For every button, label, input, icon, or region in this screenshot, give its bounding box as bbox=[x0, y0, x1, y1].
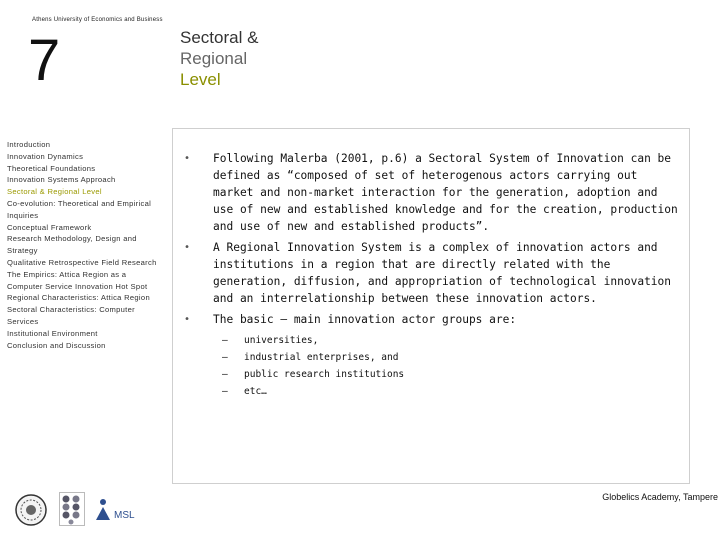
sidebar-item-institutional-environment[interactable]: Institutional Environment bbox=[7, 328, 98, 338]
sidebar-outline bbox=[7, 139, 159, 351]
bullet-sectoral-system bbox=[180, 150, 680, 235]
bullet-regional-system bbox=[180, 239, 680, 307]
sub-item-text: universities, bbox=[244, 335, 319, 346]
sub-item-public-research bbox=[180, 366, 680, 383]
dash-icon: – bbox=[222, 369, 228, 380]
bullet-dot-icon: • bbox=[184, 153, 191, 164]
sidebar-item-co-evolution[interactable]: Co-evolution: Theoretical and Empirical Inquiries bbox=[7, 198, 152, 220]
sidebar-item-empirics-attica[interactable]: The Empirics: Attica Region as a Computer Service Innovation Hot Spot bbox=[7, 269, 148, 291]
sub-item-universities bbox=[180, 332, 680, 349]
sub-list bbox=[180, 332, 680, 400]
msl-logo-text: MSL bbox=[114, 510, 135, 521]
sidebar-item-innovation-systems-approach[interactable]: Innovation Systems Approach bbox=[7, 175, 116, 185]
sidebar-item-qualitative-field-research[interactable]: Qualitative Retrospective Field Research bbox=[7, 257, 157, 267]
sub-item-industrial-enterprises bbox=[180, 349, 680, 366]
content-body bbox=[180, 150, 680, 400]
sub-item-text: public research institutions bbox=[244, 369, 405, 380]
dash-icon: – bbox=[222, 352, 228, 363]
sidebar-item-conceptual-framework[interactable]: Conceptual Framework bbox=[7, 222, 92, 232]
dash-icon: – bbox=[222, 386, 228, 397]
university-name: Athens University of Economics and Business bbox=[32, 17, 163, 23]
sidebar-item-theoretical-foundations[interactable]: Theoretical Foundations bbox=[7, 163, 96, 173]
bullet-dot-icon: • bbox=[184, 242, 191, 253]
bullet-actor-groups bbox=[180, 311, 680, 328]
msl-logo-icon bbox=[94, 496, 142, 524]
slide-title bbox=[180, 27, 258, 90]
sub-item-text: industrial enterprises, and bbox=[244, 352, 399, 363]
university-seal-icon bbox=[14, 492, 48, 528]
sidebar-item-sectoral-regional-level[interactable]: Sectoral & Regional Level bbox=[7, 187, 102, 197]
bullet-text: The basic – main innovation actor groups are: bbox=[213, 313, 517, 326]
title-line-3: Level bbox=[180, 70, 221, 89]
sub-item-etc bbox=[180, 383, 680, 400]
sidebar-item-introduction[interactable]: Introduction bbox=[7, 140, 51, 149]
sidebar-item-regional-characteristics[interactable]: Regional Characteristics: Attica Region bbox=[7, 293, 150, 303]
sidebar-item-research-methodology[interactable]: Research Methodology, Design and Strategy bbox=[7, 234, 137, 256]
chapter-number: 7 bbox=[28, 28, 61, 93]
bullet-text: A Regional Innovation System is a complex of innovation actors and institutions in a region that are directly related with the generation, diffusion, and appropriation of technological innovation and an interrelationship between these innovation actors. bbox=[213, 241, 672, 305]
sidebar-item-sectoral-characteristics[interactable]: Sectoral Characteristics: Computer Services bbox=[7, 305, 135, 326]
sidebar-item-innovation-dynamics[interactable]: Innovation Dynamics bbox=[7, 151, 84, 161]
sub-item-text: etc… bbox=[244, 386, 267, 397]
title-line-1: Sectoral & bbox=[180, 28, 259, 47]
title-line-2: Regional bbox=[180, 49, 248, 68]
bullet-dot-icon: • bbox=[184, 314, 191, 325]
dash-icon: – bbox=[222, 335, 228, 346]
dots-logo-icon bbox=[59, 492, 85, 526]
bullet-text: Following Malerba (2001, p.6) a Sectoral System of Innovation can be defined as “composed of set of heterogenous actors carrying out market and non-market interaction for the generation, adoption and use of new and established knowledge and for the creation, production and use of new and established products”. bbox=[213, 152, 678, 233]
footer-event: Globelics Academy, Tampere bbox=[602, 492, 718, 502]
sidebar-item-conclusion[interactable]: Conclusion and Discussion bbox=[7, 340, 106, 350]
